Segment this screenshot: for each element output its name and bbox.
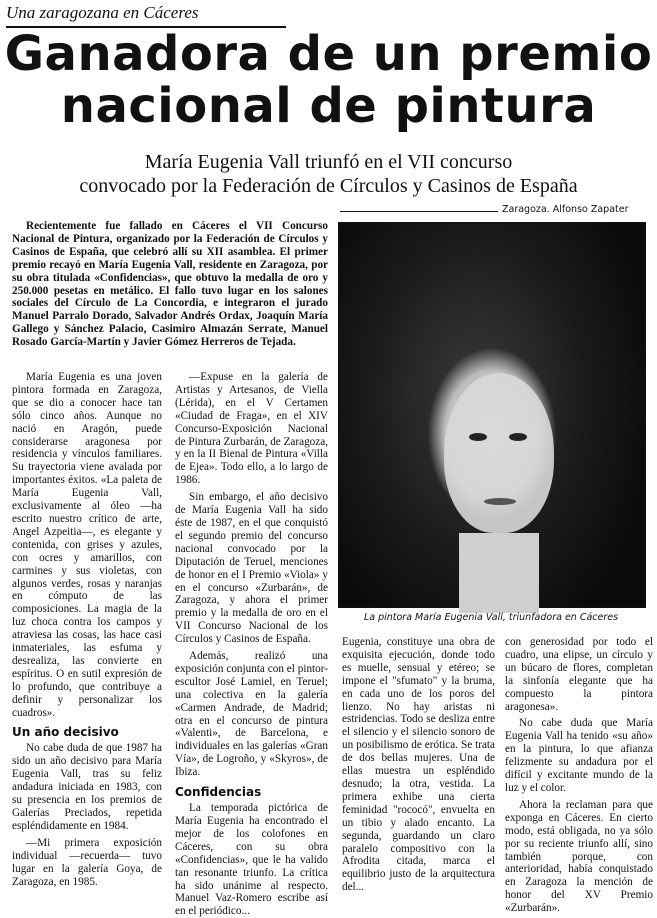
- subheadline: [0, 150, 657, 198]
- column-1: [12, 371, 162, 907]
- paragraph: No cabe duda que María Eugenia Vall ha tenido «su año» en la pintura, lo que afianza felizmente su andadura por el difícil y excitante mundo de la luz y el color.: [505, 717, 653, 794]
- paragraph: con generosidad por todo el cuadro, una elipse, un círculo y un búcaro de flores, completan la sinfonía elegante que ha compuesto la pintora aragonesa».: [505, 636, 653, 713]
- section-kicker: Una zaragozana en Cáceres: [6, 2, 286, 28]
- column-2: [175, 371, 328, 918]
- photo-eye: [509, 433, 527, 441]
- headline: [0, 28, 657, 132]
- byline: Zaragoza. Alfonso Zapater: [502, 204, 629, 215]
- paragraph: Ahora la reclaman para que exponga en Cáceres. En cierto modo, está obligada, no ya sólo por su reciente triunfo allí, sino también porque, con anterioridad, había conquistado en Zaragoza la mención de honor del XV Premio «Zurbarán».: [505, 798, 653, 915]
- byline-rule: [340, 211, 498, 212]
- photo-face: [444, 373, 554, 533]
- section-subtitle: Confidencias: [175, 785, 262, 800]
- section-subtitle: Un año decisivo: [12, 725, 119, 740]
- photo-neck: [459, 533, 539, 613]
- paragraph: Eugenia, constituye una obra de exquisita ejecución, donde todo es muelle, sensual y etéreo; se impone el "sfumato" y la bruma, en cada uno de los poros del lienzo. No hay aristas ni estridencias. Todo se desliza entre el silencio y el silencio sonoro de un posibilismo de erótica. Se trata de dos bellas mujeres. Una de ellas muestra un espléndido desnudo; la otra, vestida. La primera exhibe una cierta feminidad "rococó", envuelta en un tibio y alado encanto. La segunda, guardando un claro paralelo compositivo con la Afrodita citada, marca el equilibrio justo de la arquitectura del...: [342, 636, 495, 894]
- portrait-photo: [338, 222, 646, 608]
- paragraph: —Expuse en la galería de Artistas y Artesanos, de Viella (Lérida), en el V Certamen «Ciudad de Fraga», en el XIV Concurso-Exposición Nacional de Pintura Zurbarán, de Zaragoza, y en la II Bienal de Pintura «Villa de Ejea». Todo ello, a lo largo de 1986.: [175, 371, 328, 487]
- paragraph: Además, realizó una exposición conjunta con el pintor-escultor José Lamiel, en Teruel; una colectiva en la galería «Carmen Andrade, de Madrid; otra en el concurso de pintura «Valenti», de Barcelona, e individuales en las galerías «Gran Vía», de Logroño, y «Skyros», de Ibiza.: [175, 650, 328, 779]
- column-3: [342, 636, 495, 907]
- headline-line-1: Ganadora de un premio: [4, 26, 653, 82]
- paragraph: No cabe duda de que 1987 ha sido un año decisivo para María Eugenia Vall, tras su feliz andadura iniciada en 1983, con su presencia en los premios de Galerías Preciados, repetida espléndidamente en 1984.: [12, 742, 162, 832]
- paragraph: La temporada pictórica de María Eugenia ha encontrado el mejor de los colofones en Cáceres, con su obra «Confidencias», que le ha valido tan resonante triunfo. La crítica ha sido unánime al respecto. Manuel Vaz-Romero escribe así en el periódico...: [175, 802, 328, 918]
- lead-text: Recientemente fue fallado en Cáceres el VII Concurso Nacional de Pintura, organizado por la Federación de Círculos y Casinos de España, que celebró allí su XII asamblea. El primer premio recayó en María Eugenia Vall, residente en Zaragoza, por su obra titulada «Confidencias», que obtuvo la medalla de oro y 250.000 pesetas en metálico. El fallo tuvo lugar en los salones sociales del Círculo de La Concordia, e integraron el jurado Manuel Parralo Dorado, Salvador Andrés Ordax, Joaquín María Gallego y Sánchez Palacio, Casimiro Almazán Serrate, Manuel Rosado García-Martín y Javier Gómez Herreros de Tejada.: [12, 220, 328, 349]
- subheadline-line-2: convocado por la Federación de Círculos y Casinos de España: [79, 175, 578, 197]
- photo-caption: La pintora María Eugenia Vall, triunfadora en Cáceres: [363, 612, 619, 623]
- subheadline-line-1: María Eugenia Vall triunfó en el VII concurso: [144, 151, 513, 173]
- paragraph: —Mi primera exposición individual —recuerda— tuvo lugar en la galería Goya, de Zaragoza, en 1985.: [12, 836, 162, 888]
- photo-eye: [469, 433, 487, 441]
- photo-mouth: [484, 498, 516, 505]
- headline-line-2: nacional de pintura: [60, 78, 597, 134]
- lead-paragraph: [12, 220, 328, 370]
- column-4: [505, 636, 653, 915]
- paragraph: Sin embargo, el año decisivo de María Eugenia Vall ha sido éste de 1987, en el que conquistó el segundo premio del concurso nacional convocado por la Diputación de Teruel, menciones de honor en el I Premio «Viola» y en el concurso «Zurbarán», de Zaragoza, y ahora el primer premio y la medalla de oro en el VII Concurso Nacional de los Círculos y Casinos de España.: [175, 491, 328, 646]
- paragraph: María Eugenia es una joven pintora formada en Zaragoza, que se dio a conocer hace tan sólo cinco años. Aunque no nació en Aragón, puede considerarse aragonesa por residencia y vínculos familiares. Su trayectoria viene avalada por importantes éxitos. «La paleta de María Eugenia Vall, exclusivamente al óleo —ha escrito nuestro crítico de arte, Angel Azpeitia—, es elegante y contenida, con grises y azules, con ocres y amarillos, con carmines y sus violetas, con algunos verdes, rosas y naranjas en cómputo de las composiciones. La magia de la luz choca contra los campos y atraviesa las cosas, las hace casi inmateriales, las esfuma y desrealiza, las convierte en espíritus. O en sutil expresión de lo profundo, que contribuye a definir y personalizar los cuadros».: [12, 371, 162, 719]
